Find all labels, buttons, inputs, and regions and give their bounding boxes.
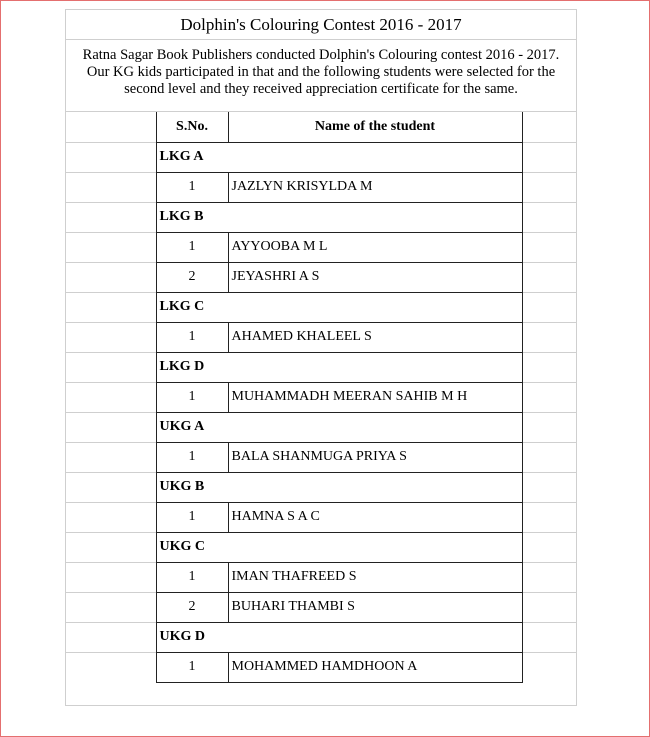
group-row bbox=[66, 202, 577, 232]
table-left-margin bbox=[66, 532, 156, 562]
group-row bbox=[66, 472, 577, 502]
student-name: AHAMED KHALEEL S bbox=[228, 322, 522, 352]
table-left-margin bbox=[66, 202, 156, 232]
student-row bbox=[66, 232, 577, 262]
table-left-margin bbox=[66, 622, 156, 652]
table-right-margin bbox=[522, 652, 577, 682]
group-row bbox=[66, 292, 577, 322]
table-right-margin bbox=[522, 412, 577, 442]
student-name: MOHAMMED HAMDHOON A bbox=[228, 652, 522, 682]
table-left-margin bbox=[66, 652, 156, 682]
table-left-margin bbox=[66, 592, 156, 622]
table-right-margin bbox=[522, 472, 577, 502]
group-label: LKG C bbox=[156, 292, 522, 322]
student-sno: 1 bbox=[156, 442, 228, 472]
intro-paragraph: Ratna Sagar Book Publishers conducted Dolphin's Colouring contest 2016 - 2017. Our KG kids participated in that and the following students were selected for the second level and they received appreciation certificate for the same. bbox=[66, 40, 576, 112]
table-left-margin bbox=[66, 112, 156, 142]
table-left-margin bbox=[66, 232, 156, 262]
student-sno: 1 bbox=[156, 652, 228, 682]
table-right-margin bbox=[522, 262, 577, 292]
table-right-margin bbox=[522, 622, 577, 652]
students-table-body bbox=[66, 112, 577, 682]
table-right-margin bbox=[522, 322, 577, 352]
table-left-margin bbox=[66, 262, 156, 292]
student-name: IMAN THAFREED S bbox=[228, 562, 522, 592]
group-row bbox=[66, 142, 577, 172]
table-left-margin bbox=[66, 322, 156, 352]
group-label: LKG D bbox=[156, 352, 522, 382]
table-left-margin bbox=[66, 502, 156, 532]
student-sno: 1 bbox=[156, 172, 228, 202]
table-right-margin bbox=[522, 502, 577, 532]
group-row bbox=[66, 352, 577, 382]
student-row bbox=[66, 322, 577, 352]
student-sno: 1 bbox=[156, 322, 228, 352]
group-label: UKG D bbox=[156, 622, 522, 652]
group-label: LKG A bbox=[156, 142, 522, 172]
table-header-row bbox=[66, 112, 577, 142]
group-label: UKG C bbox=[156, 532, 522, 562]
student-row bbox=[66, 592, 577, 622]
student-name: BUHARI THAMBI S bbox=[228, 592, 522, 622]
student-row bbox=[66, 382, 577, 412]
group-label: LKG B bbox=[156, 202, 522, 232]
student-row bbox=[66, 172, 577, 202]
student-name: JAZLYN KRISYLDA M bbox=[228, 172, 522, 202]
student-row bbox=[66, 442, 577, 472]
table-left-margin bbox=[66, 442, 156, 472]
student-name: MUHAMMADH MEERAN SAHIB M H bbox=[228, 382, 522, 412]
student-sno: 2 bbox=[156, 262, 228, 292]
student-sno: 1 bbox=[156, 562, 228, 592]
table-left-margin bbox=[66, 142, 156, 172]
student-row bbox=[66, 562, 577, 592]
table-right-margin bbox=[522, 142, 577, 172]
table-right-margin bbox=[522, 562, 577, 592]
group-row bbox=[66, 412, 577, 442]
group-label: UKG A bbox=[156, 412, 522, 442]
student-row bbox=[66, 502, 577, 532]
student-sno: 1 bbox=[156, 232, 228, 262]
table-right-margin bbox=[522, 202, 577, 232]
table-left-margin bbox=[66, 412, 156, 442]
table-right-margin bbox=[522, 382, 577, 412]
student-name: JEYASHRI A S bbox=[228, 262, 522, 292]
students-table bbox=[66, 112, 577, 683]
table-right-margin bbox=[522, 592, 577, 622]
table-left-margin bbox=[66, 382, 156, 412]
table-right-margin bbox=[522, 442, 577, 472]
student-name: BALA SHANMUGA PRIYA S bbox=[228, 442, 522, 472]
student-sno: 1 bbox=[156, 382, 228, 412]
name-header: Name of the student bbox=[228, 112, 522, 142]
sno-header: S.No. bbox=[156, 112, 228, 142]
table-left-margin bbox=[66, 352, 156, 382]
table-left-margin bbox=[66, 562, 156, 592]
page-title: Dolphin's Colouring Contest 2016 - 2017 bbox=[66, 10, 576, 40]
table-right-margin bbox=[522, 292, 577, 322]
table-right-margin bbox=[522, 532, 577, 562]
student-name: HAMNA S A C bbox=[228, 502, 522, 532]
table-left-margin bbox=[66, 292, 156, 322]
student-sno: 1 bbox=[156, 502, 228, 532]
student-row bbox=[66, 262, 577, 292]
contest-card bbox=[65, 9, 577, 706]
group-row bbox=[66, 622, 577, 652]
table-left-margin bbox=[66, 172, 156, 202]
table-right-margin bbox=[522, 172, 577, 202]
student-name: AYYOOBA M L bbox=[228, 232, 522, 262]
table-right-margin bbox=[522, 112, 577, 142]
table-right-margin bbox=[522, 232, 577, 262]
table-right-margin bbox=[522, 352, 577, 382]
table-left-margin bbox=[66, 472, 156, 502]
group-row bbox=[66, 532, 577, 562]
group-label: UKG B bbox=[156, 472, 522, 502]
student-row bbox=[66, 652, 577, 682]
student-sno: 2 bbox=[156, 592, 228, 622]
